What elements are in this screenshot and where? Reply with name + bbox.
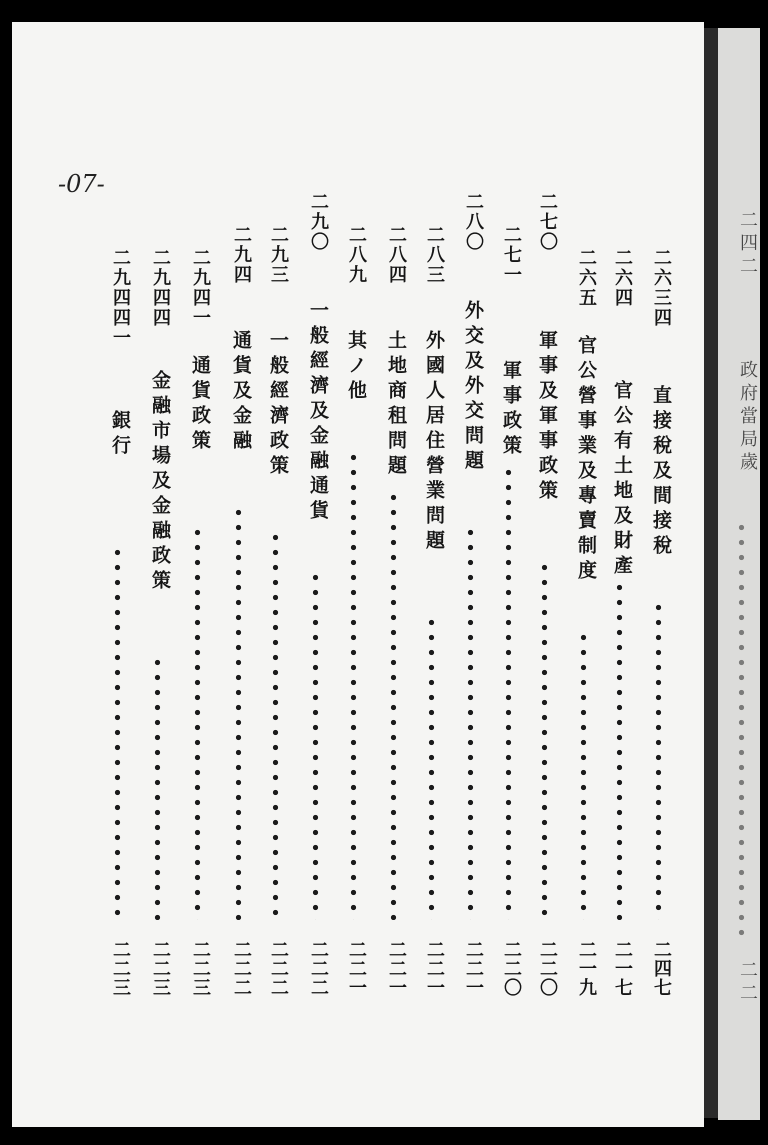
toc-entry-title: 通貨政策	[189, 355, 211, 455]
toc-entry-number: 二七〇	[537, 192, 558, 252]
toc-entry-number: 二八九	[346, 225, 367, 285]
toc-entry-page: 二一九	[576, 940, 597, 997]
toc-entry-page: 二二三	[150, 940, 171, 997]
toc-entry-number: 二六四	[612, 248, 633, 308]
toc-entry-number: 二九三	[268, 225, 289, 285]
toc-entry-title: 軍事政策	[500, 360, 522, 460]
toc-entry-title: 通貨及金融	[230, 330, 252, 455]
toc-entry-page: 二二三	[190, 940, 211, 997]
toc-entry-page: 二二三	[110, 940, 131, 997]
toc-entry-leader	[655, 600, 662, 920]
toc-entry-leader	[154, 655, 161, 920]
toc-entry-leader	[272, 530, 279, 920]
toc-entry-leader	[541, 560, 548, 920]
toc-entry-page: 二二二	[231, 940, 252, 997]
toc-entry-leader	[505, 465, 512, 920]
toc-entry-title: 其ノ他	[345, 330, 367, 405]
toc-entry-number: 二八〇	[463, 192, 484, 252]
toc-entry-number: 二九四四	[150, 248, 171, 328]
toc-entry-page: 二二〇	[537, 940, 558, 997]
toc-entry-page: 二二〇	[501, 940, 522, 997]
toc-entry-leader	[580, 630, 587, 920]
toc-entry-leader	[194, 525, 201, 920]
toc-entry-number: 二九四	[231, 225, 252, 285]
toc-entry-title: 外國人居住營業問題	[423, 330, 445, 555]
toc-entry-number: 二八三	[424, 225, 445, 285]
toc-entry-page: 二二二	[308, 940, 329, 997]
toc-entry-leader	[114, 545, 121, 920]
toc-entry-leader	[312, 570, 319, 920]
toc-entry-leader	[390, 490, 397, 920]
toc-entry-leader	[616, 580, 623, 920]
toc-entry-leader	[235, 505, 242, 920]
toc-entry-title: 直接稅及間接稅	[650, 385, 672, 560]
toc-entry-page: 二一七	[612, 940, 633, 997]
page-gutter	[704, 28, 718, 1118]
toc-entry-leader	[428, 615, 435, 920]
toc-entry-number: 二九〇	[308, 192, 329, 252]
toc-entry-page: 二二一	[386, 940, 407, 997]
toc-entry-title: 軍事及軍事政策	[536, 330, 558, 505]
toc-entry-title: 官公營事業及專賣制度	[575, 335, 597, 585]
toc-entry-title: 一般經濟及金融通貨	[307, 300, 329, 525]
toc-entry-number: 二九四四一	[110, 248, 131, 348]
toc-entry-page: 二二二	[268, 940, 289, 997]
toc-entry-page: 二二一	[463, 940, 484, 997]
toc-entry-title: 金融市場及金融政策	[149, 370, 171, 595]
toc-entry-title: 外交及外交問題	[462, 300, 484, 475]
folio-number: -07-	[58, 170, 105, 198]
running-head-title: 政府當局歲	[737, 360, 758, 475]
running-head-leader	[738, 520, 745, 940]
toc-entry-title: 銀行	[109, 410, 131, 460]
toc-entry-title: 土地商租問題	[385, 330, 407, 480]
toc-entry-page: 二四七	[651, 940, 672, 997]
toc-entry-number: 二六三四	[651, 248, 672, 328]
toc-entry-number: 二六五	[576, 248, 597, 308]
running-head-number: 二四二	[737, 210, 758, 279]
running-head-page: 二二	[737, 960, 758, 1006]
toc-entry-title: 一般經濟政策	[267, 330, 289, 480]
toc-entry-title: 官公有土地及財產	[611, 380, 633, 580]
toc-entry-number: 二九四一	[190, 248, 211, 328]
toc-entry-leader	[350, 450, 357, 920]
toc-entry-number: 二八四	[386, 225, 407, 285]
toc-entry-leader	[467, 525, 474, 920]
toc-entry-page: 二二一	[346, 940, 367, 997]
toc-entry-page: 二二一	[424, 940, 445, 997]
toc-entry-number: 二七一	[501, 225, 522, 285]
